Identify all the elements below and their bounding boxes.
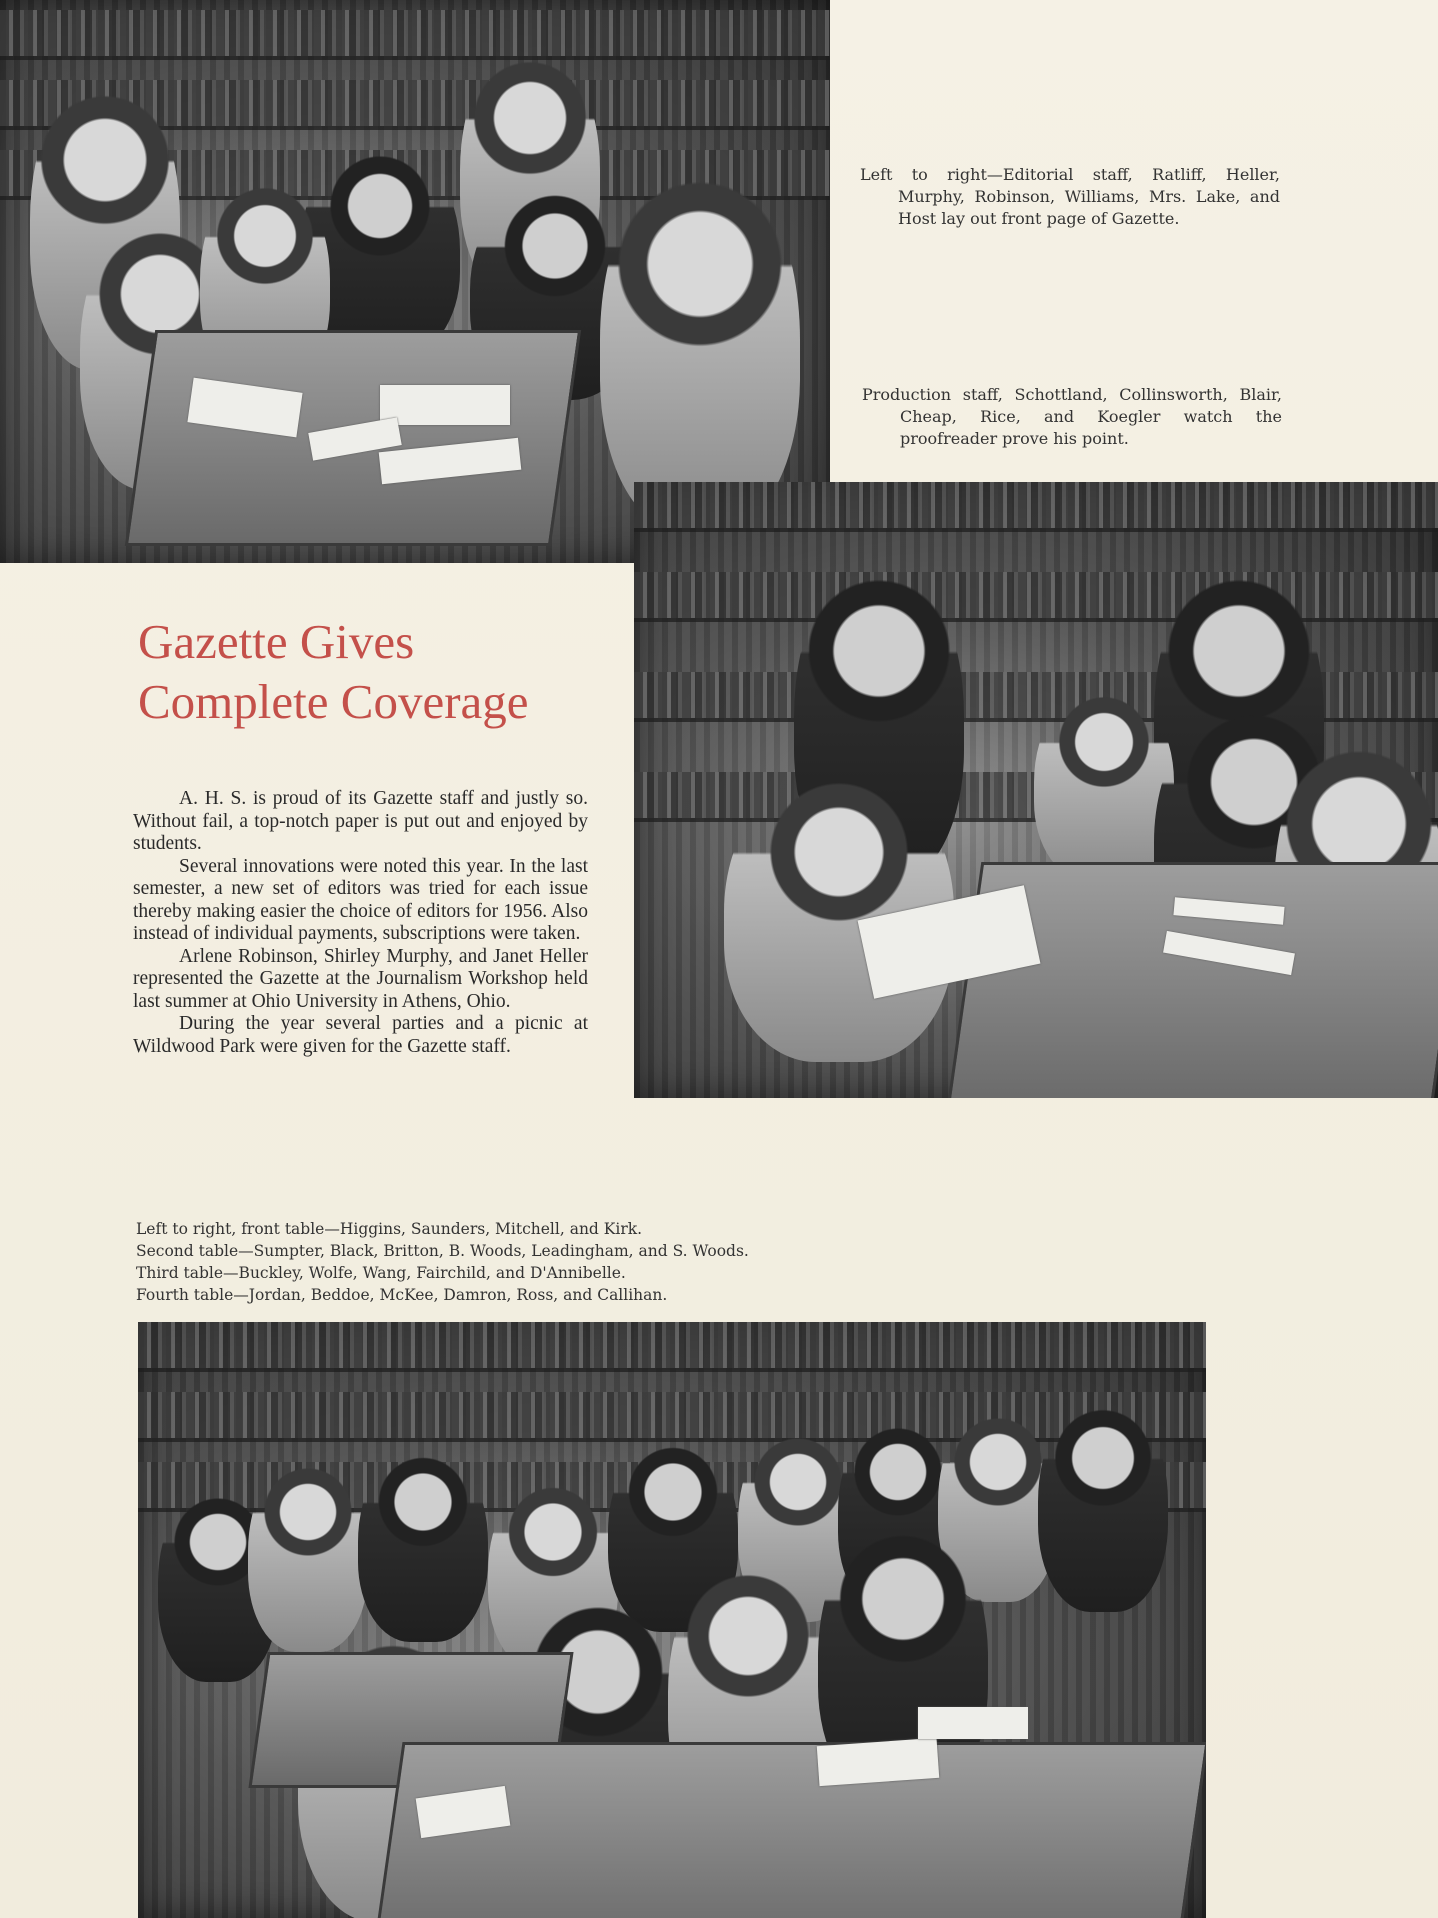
- class-caption: [136, 1218, 816, 1306]
- editorial-staff-photo: [0, 0, 830, 563]
- editorial-caption-text: Left to right—Editorial staff, Ratliff, Heller, Murphy, Robinson, Williams, Mrs. Lake, and Host lay out front page of Gazette.: [860, 165, 1280, 228]
- class-caption-line: Third table—Buckley, Wolfe, Wang, Fairchild, and D'Annibelle.: [136, 1264, 626, 1282]
- class-caption-line: Fourth table—Jordan, Beddoe, McKee, Damron, Ross, and Callihan.: [136, 1286, 668, 1304]
- production-caption-text: Production staff, Schottland, Collinsworth, Blair, Cheap, Rice, and Koegler watch the proofreader prove his point.: [862, 385, 1282, 448]
- production-staff-photo: [634, 482, 1438, 1098]
- article-paragraph: A. H. S. is proud of its Gazette staff and justly so. Without fail, a top-notch paper is put out and enjoyed by students.: [133, 788, 588, 854]
- article-paragraph: Arlene Robinson, Shirley Murphy, and Janet Heller represented the Gazette at the Journalism Workshop held last summer at Ohio University in Athens, Ohio.: [133, 945, 588, 1012]
- class-caption-line: Second table—Sumpter, Black, Britton, B. Woods, Leadingham, and S. Woods.: [136, 1242, 749, 1260]
- editorial-caption: [860, 164, 1280, 230]
- production-caption: [862, 384, 1282, 450]
- article-paragraph: Several innovations were noted this year. In the last semester, a new set of editors was tried for each issue thereby making easier the choice of editors for 1956. Also instead of individual payments, subscriptions were taken.: [133, 855, 588, 944]
- headline-line-1: Gazette Gives: [138, 614, 415, 669]
- headline-line-2: Complete Coverage: [138, 674, 529, 729]
- article-paragraph: During the year several parties and a picnic at Wildwood Park were given for the Gazette staff.: [133, 1013, 588, 1057]
- journalism-class-photo: [138, 1322, 1206, 1918]
- article-body: [133, 788, 588, 1058]
- class-caption-line: Left to right, front table—Higgins, Saunders, Mitchell, and Kirk.: [136, 1220, 643, 1238]
- page-headline: [138, 612, 638, 732]
